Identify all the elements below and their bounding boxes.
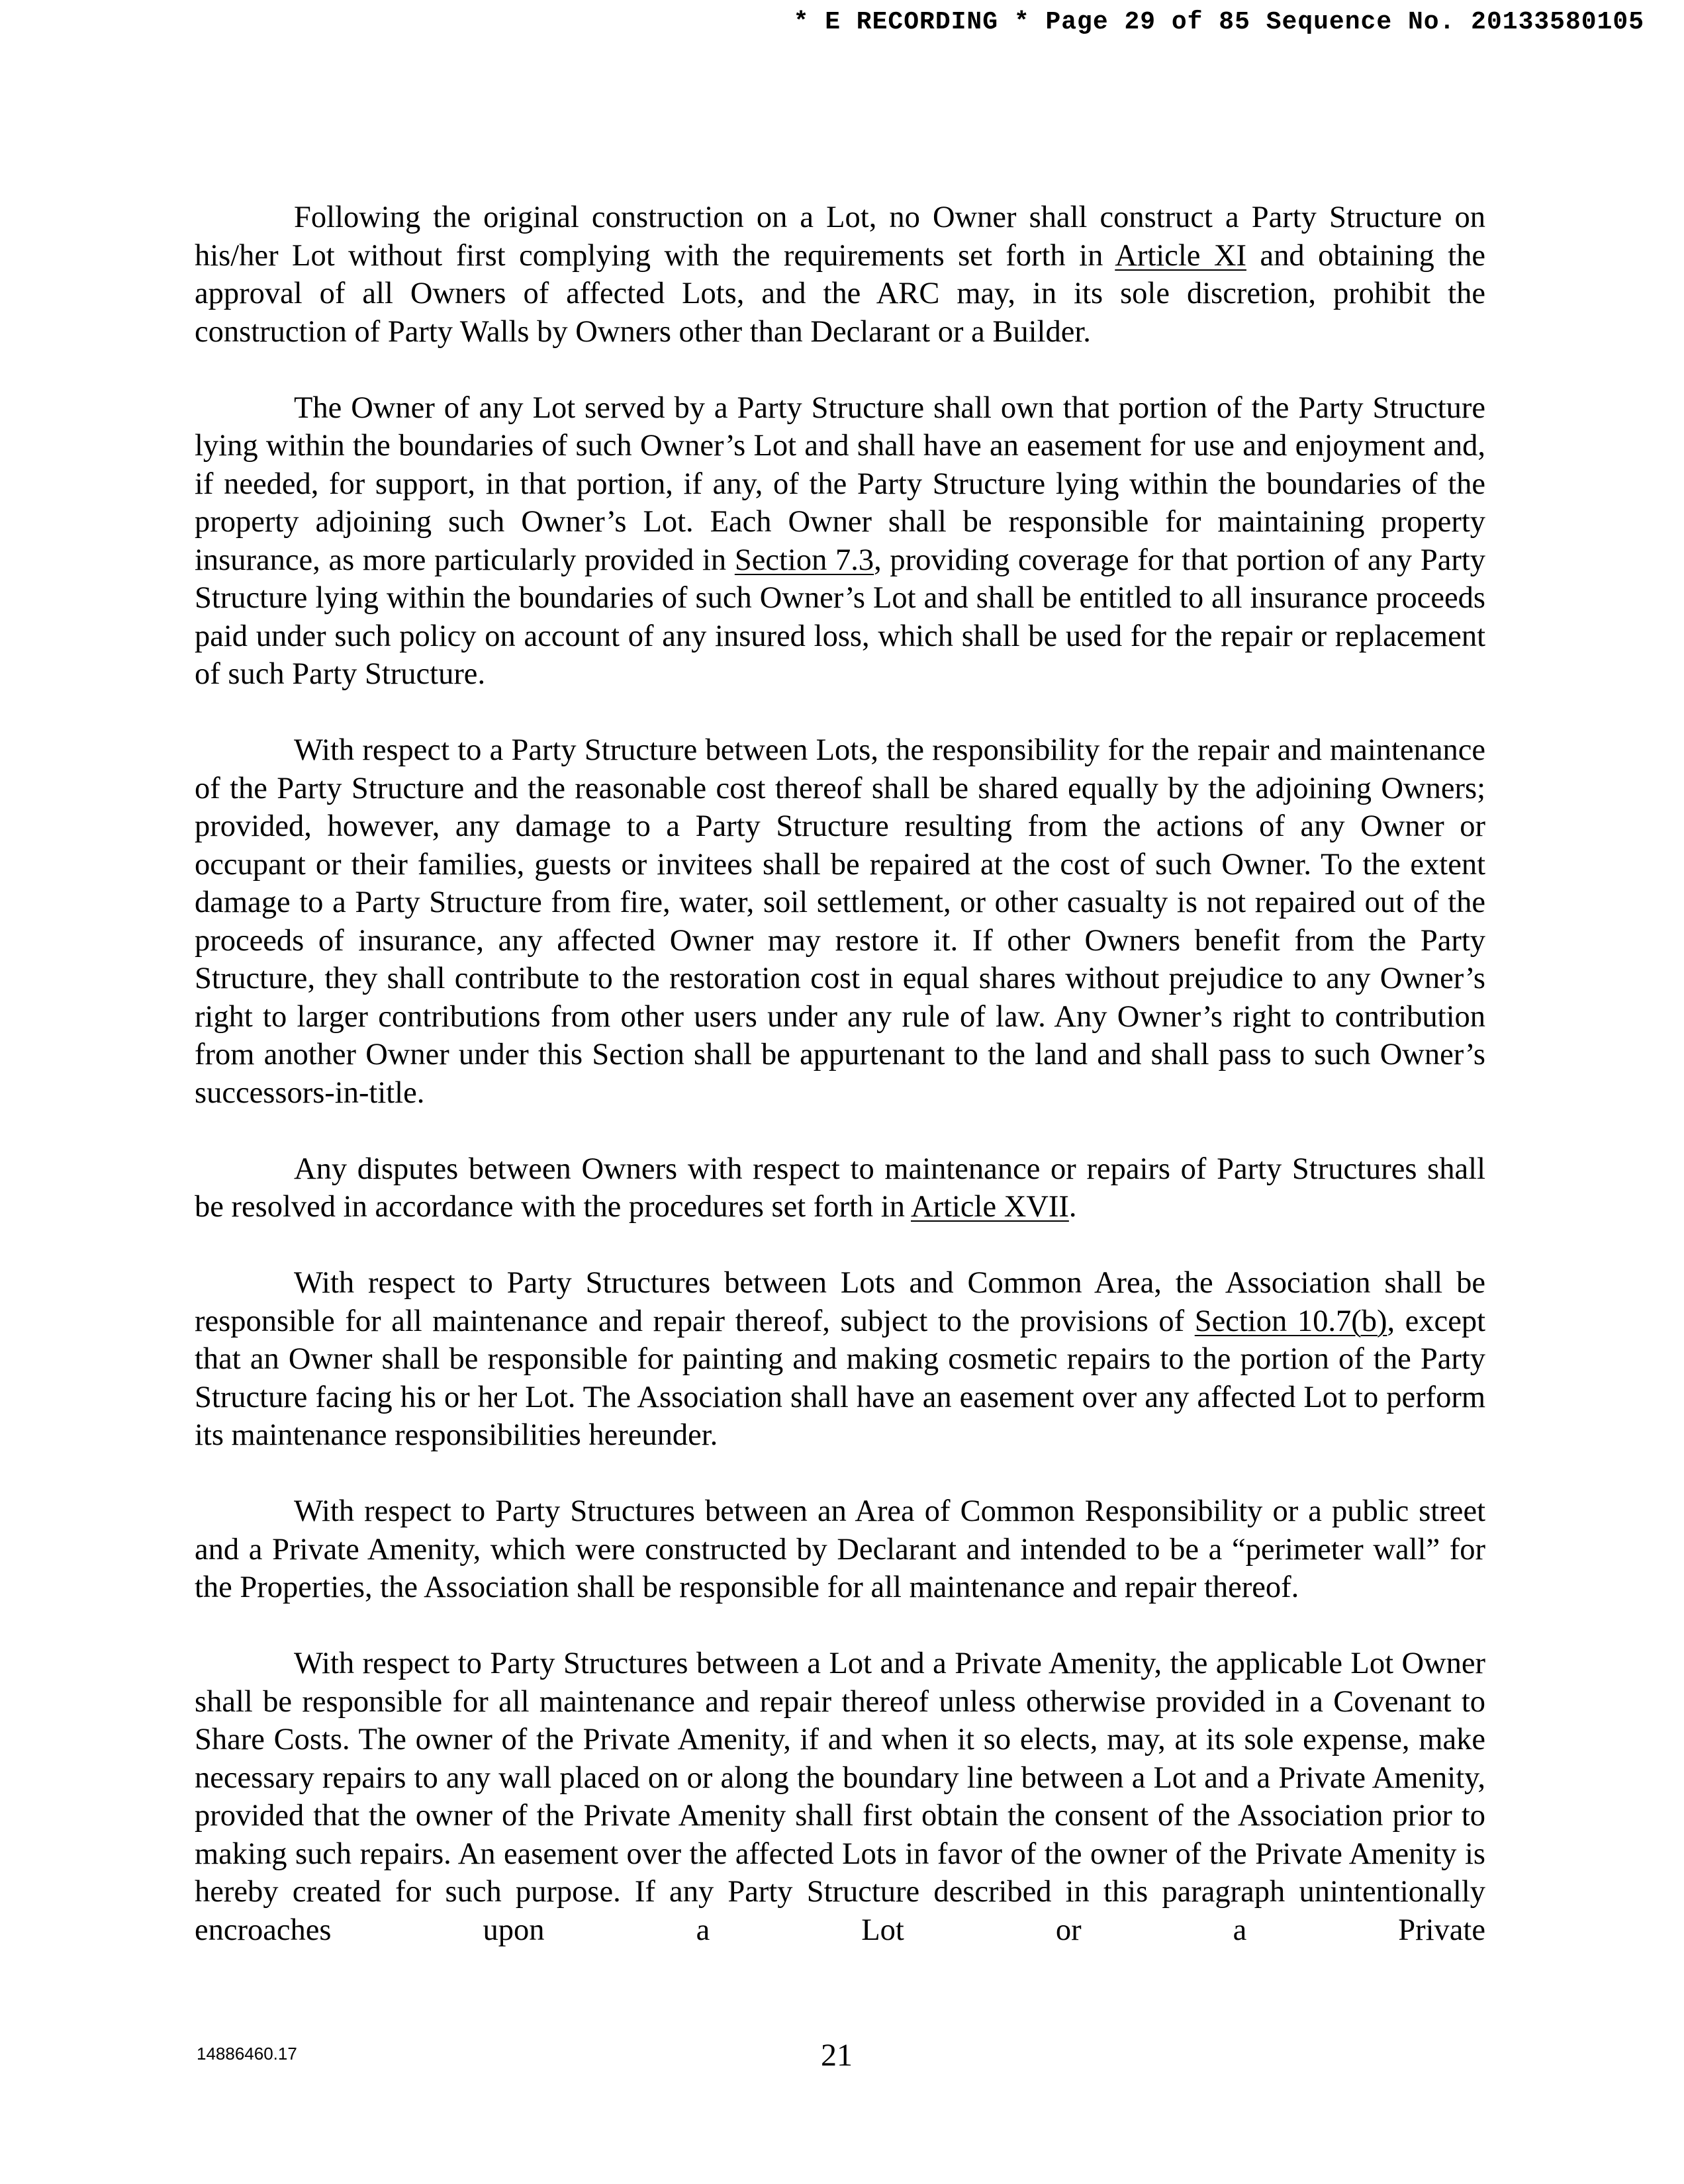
paragraph-text: Any disputes between Owners with respect to maintenance or repairs of Party Structures shall be resolved in accordance with the procedures set forth in: [195, 1152, 1485, 1224]
paragraph-text: .: [1068, 1190, 1077, 1224]
section-10-7b-reference: Section 10.7(b): [1194, 1304, 1387, 1338]
article-xvii-reference: Article XVII: [911, 1190, 1069, 1224]
document-body: [195, 199, 1485, 1949]
page-number: 21: [821, 2038, 853, 2073]
paragraph-private-amenity: With respect to Party Structures between a Lot and a Private Amenity, the applicable Lot Owner shall be responsible for all maintenance and repair thereof unless otherwise provided in a Covenant to Share Costs. The owner of the Private Amenity, if and when it so elects, may, at its sole expense, make necessary repairs to any wall placed on or along the boundary line between a Lot and a Private Amenity, provided that the owner of the Private Amenity shall first obtain the consent of the Association prior to making such repairs. An easement over the affected Lots in favor of the owner of the Private Amenity is hereby created for such purpose. If any Party Structure described in this paragraph unintentionally encroaches upon a Lot or a Private: [195, 1647, 1485, 1947]
recording-header: * E RECORDING * Page 29 of 85 Sequence No. 20133580105: [793, 8, 1644, 36]
paragraph-text: , except that an Owner shall be responsible for painting and making cosmetic repairs to the portion of the Party Structure facing his or her Lot. The Association shall have an easement over any affected Lot to perform its maintenance responsibilities hereunder.: [195, 1304, 1486, 1452]
document-id: 14886460.17: [197, 2044, 297, 2064]
paragraph-perimeter-wall: With respect to Party Structures between an Area of Common Responsibility or a public street and a Private Amenity, which were constructed by Declarant and intended to be a “perimeter wall” for the Properties, the Association shall be responsible for all maintenance and repair thereof.: [195, 1494, 1485, 1604]
article-xi-reference: Article XI: [1115, 238, 1246, 273]
paragraph-text: , providing coverage for that portion of any Party Structure lying within the boundaries of such Owner’s Lot and shall be entitled to all insurance proceeds paid under such policy on account of any insured loss, which shall be used for the repair or replacement of such Party Structure.: [195, 543, 1485, 691]
section-7-3-reference: Section 7.3: [734, 543, 874, 577]
paragraph-text: With respect to Party Structures between Lots and Common Area, the Association shall be responsible for all maintenance and repair thereof, subject to the provisions of: [195, 1266, 1485, 1338]
paragraph-common-area-structures: [195, 1264, 1485, 1455]
paragraph-text: The Owner of any Lot served by a Party Structure shall own that portion of the Party Structure lying within the boundaries of such Owner’s Lot and shall have an easement for use and enjoyment and, if needed, for support, in that portion, if any, of the Party Structure lying within the boundaries of the property adjoining such Owner’s Lot. Each Owner shall be responsible for maintaining property insurance, as more particularly provided in: [195, 390, 1485, 577]
paragraph-party-structure-ownership: [195, 389, 1485, 694]
paragraph-disputes: [195, 1150, 1485, 1226]
paragraph-text: Following the original construction on a Lot, no Owner shall construct a Party Structure on his/her Lot without first complying with the requirements set forth in: [195, 201, 1485, 273]
paragraph-repair-responsibility: With respect to a Party Structure between Lots, the responsibility for the repair and maintenance of the Party Structure and the reasonable cost thereof shall be shared equally by the adjoining Owners; provided, however, any damage to a Party Structure resulting from the actions of any Owner or occupant or their families, guests or invitees shall be repaired at the cost of such Owner. To the extent damage to a Party Structure from fire, water, soil settlement, or other casualty is not repaired out of the proceeds of insurance, any affected Owner may restore it. If other Owners benefit from the Party Structure, they shall contribute to the restoration cost in equal shares without prejudice to any Owner’s right to larger contributions from other users under any rule of law. Any Owner’s right to contribution from another Owner under this Section shall be appurtenant to the land and shall pass to such Owner’s successors-in-title.: [195, 733, 1485, 1110]
paragraph-text: and obtaining the approval of all Owners of affected Lots, and the ARC may, in its sole discretion, prohibit the construction of Party Walls by Owners other than Declarant or a Builder.: [195, 238, 1486, 349]
paragraph-party-structure-construction: [195, 199, 1485, 351]
